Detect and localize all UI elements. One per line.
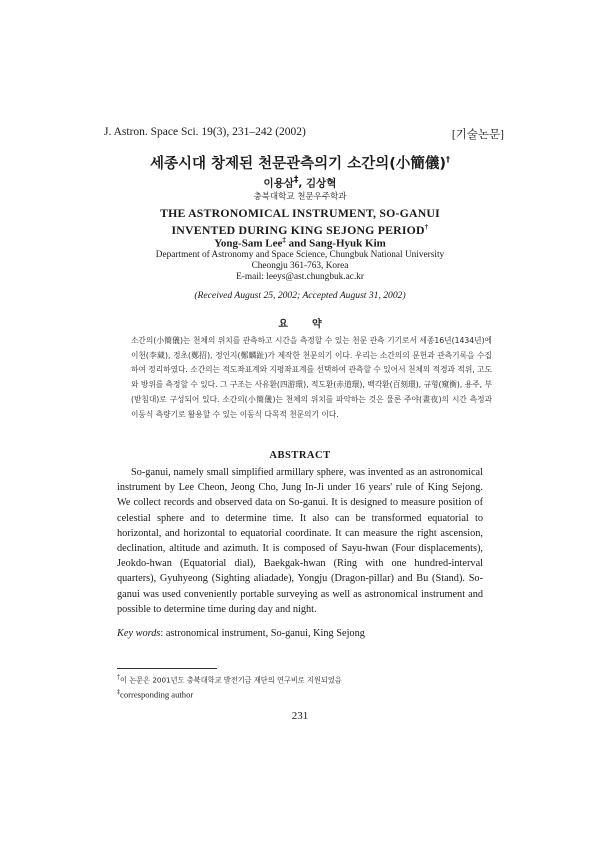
- english-authors: [0, 236, 600, 250]
- korean-title: [0, 152, 600, 173]
- footnote-1-mark: †: [117, 674, 120, 681]
- keywords: [117, 628, 365, 639]
- article-category: [기술논문]: [451, 129, 504, 141]
- english-author-1: Yong-Sam Lee: [214, 237, 283, 250]
- affiliation-email: E-mail: leeys@ast.chungbuk.ac.kr: [236, 271, 364, 282]
- english-abstract-body: So-ganui, namely small simplified armillary sphere, was invented as an astronomical instrument by Lee Cheon, Jeong Cho, Jung In-Ji under 16 years' rule of King Sejong. We collect records and observed data on So-ganui. It is designed to measure position of celestial sphere and to determine time. It also can be transformed equatorial to horizontal, and horizontal to equatorial coordinate. It can measure the right ascension, declination, altitude and azimuth. It is composed of Sayu-hwan (Four displacements), Jeokdo-hwan (Equatorial dial), Baekgak-hwan (Ring with one hundred-interval quarters), Gyuhyeong (Sighting aliadade), Yongju (Dragon-pillar) and Bu (Stand). So-ganui was used conveniently portable surveying as well as astronomical instrument and possible to determine time during day and night.: [117, 467, 483, 615]
- english-title-line-2: [0, 220, 600, 237]
- keywords-text: : astronomical instrument, So-ganui, King Sejong: [160, 628, 365, 639]
- footnote-2-text: corresponding author: [120, 689, 194, 700]
- english-title-line-2-text: INVENTED DURING KING SEJONG PERIOD: [171, 222, 425, 237]
- affiliation-address: Cheongju 361-763, Korea: [251, 260, 349, 271]
- korean-abstract-body: 소간의(小簡儀)는 천체의 위치를 관측하고 시간을 측정할 수 있는 천문 관측 기기로서 세종16년(1434년)에 이천(李蕆), 정초(鄭招), 정인지(鄭麟趾)가 제작한 천문의기 이다. 우리는 소간의의 문헌과 관측기록을 수집하여 정리하였다. 소간의는 적도좌표계와 지평좌표계를 선택하여 관측할 수 있어서 천체의 적경과 적위, 고도와 방위를 측정할 수 있다. 그 구조는 사유환(四游環), 적도환(赤道環), 백각환(百刻環), 규형(窺衡), 용주, 부(받침대)로 구성되어 있다. 소간의(小簡儀)는 천체의 위치를 파악하는 것은 물론 주야(晝夜)의 시간 측정과 이동식 측량기로 활용할 수 있는 이동식 다목적 천문의기 이다.: [131, 336, 492, 419]
- page-number: 231: [291, 710, 309, 722]
- korean-authors: [0, 175, 600, 191]
- footnote-divider: [117, 668, 217, 669]
- footnote-2: [117, 687, 342, 702]
- english-author-rest: and Sang-Hyuk Kim: [285, 237, 386, 250]
- footnotes: [117, 672, 342, 701]
- korean-abstract-heading: 요약: [278, 319, 346, 330]
- korean-affiliation: 충북대학교 천문우주학과: [253, 192, 347, 202]
- footnote-1: [117, 672, 342, 687]
- english-author-footnote-mark: ‡: [282, 236, 286, 244]
- korean-author-1: 이용삼: [263, 177, 294, 190]
- keywords-label: Key words: [117, 628, 161, 639]
- journal-citation: J. Astron. Space Sci. 19(3), 231–242 (2002): [104, 126, 306, 138]
- korean-title-footnote-mark: †: [446, 155, 450, 165]
- footnote-2-mark: ‡: [117, 688, 120, 696]
- affiliation-department: Department of Astronomy and Space Science, Chungbuk National University: [155, 250, 445, 260]
- running-head: [104, 126, 504, 142]
- english-title-footnote-mark: †: [424, 223, 429, 231]
- english-title-line-1: THE ASTRONOMICAL INSTRUMENT, SO-GANUI: [160, 206, 440, 220]
- korean-author-footnote-mark: ‡: [293, 175, 299, 185]
- english-affiliation: [0, 250, 600, 282]
- korean-author-rest: , 김상혁: [298, 177, 337, 190]
- footnote-1-text: 이 논문은 2001년도 충북대학교 발전기금 재단의 연구비로 지원되었음: [120, 675, 342, 685]
- received-dates: (Received August 25, 2002; Accepted August 31, 2002): [194, 290, 406, 301]
- english-title: [0, 206, 600, 237]
- english-abstract-heading: ABSTRACT: [269, 450, 331, 461]
- korean-title-text: 세종시대 창제된 천문관측의기 소간의(小簡儀): [149, 156, 446, 172]
